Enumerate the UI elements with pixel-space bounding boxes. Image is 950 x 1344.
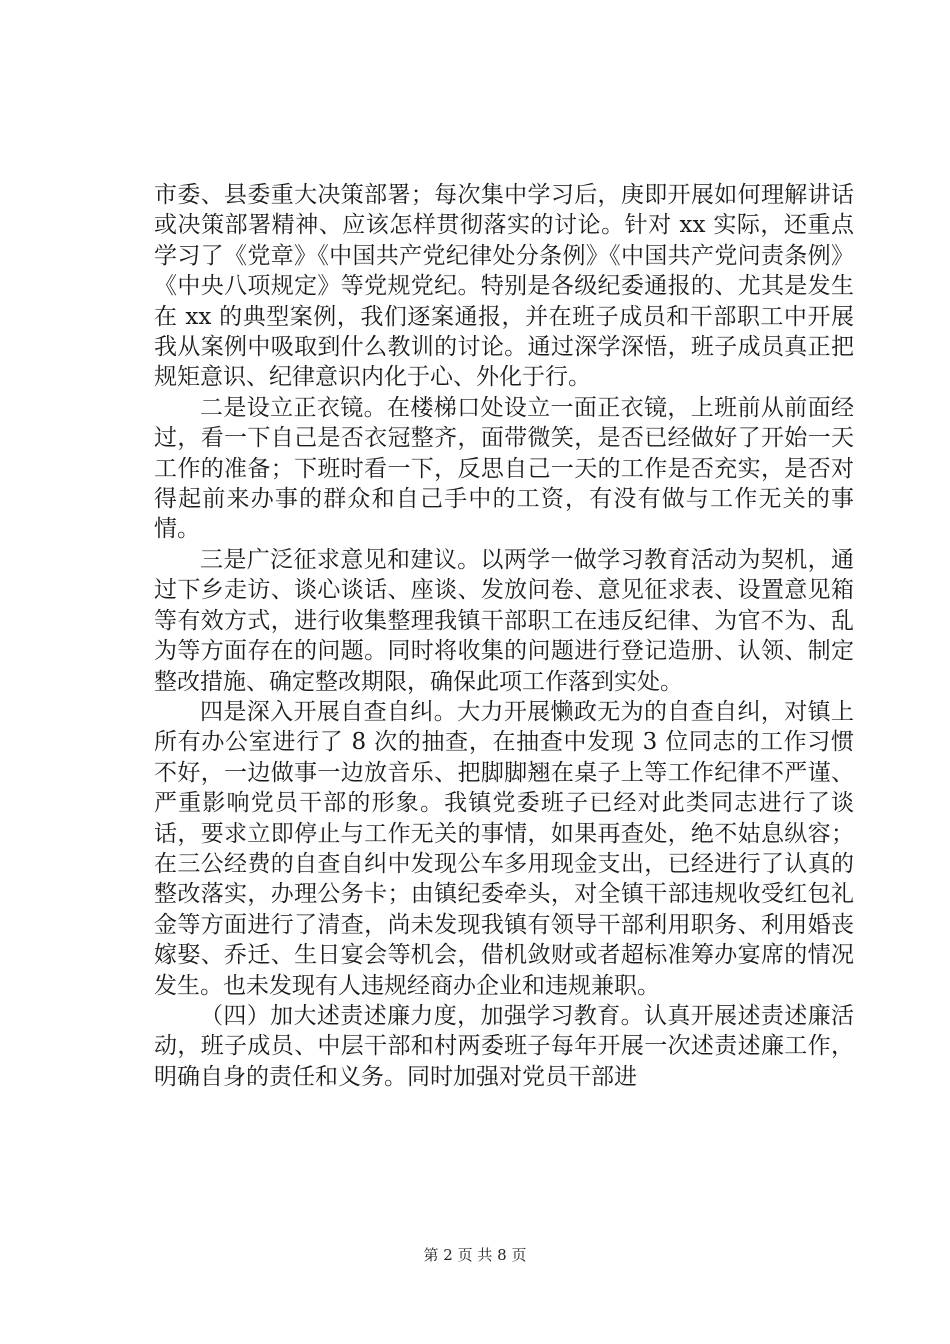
paragraph-1: 市委、县委重大决策部署；每次集中学习后，庚即开展如何理解讲话或决策部署精神、应该怎样贯彻落实的讨论。针对 xx 实际，还重点学习了《党章》《中国共产党纪律处分条例》《中国共产党问责条例》《中央八项规定》等党规党纪。特别是各级纪委通报的、尤其是发生在 xx 的典型案例，我们逐案通报，并在班子成员和干部职工中开展我从案例中吸取到什么教训的讨论。通过深学深悟，班子成员真正把规矩意识、纪律意识内化于心、外化于行。 [154, 182, 854, 391]
page-footer: 第 2 页 共 8 页 [423, 1246, 527, 1264]
paragraph-4: 四是深入开展自查自纠。大力开展懒政无为的自查自纠，对镇上所有办公室进行了 8 次的抽查，在抽查中发现 3 位同志的工作习惯不好，一边做事一边放音乐、把脚脚翘在桌子上等工作纪律不严谨、严重影响党员干部的形象。我镇党委班子已经对此类同志进行了谈话，要求立即停止与工作无关的事情，如果再查处，绝不姑息纵容；在三公经费的自查自纠中发现公车多用现金支出，已经进行了认真的整改落实，办理公务卡；由镇纪委牵头，对全镇干部违规收受红包礼金等方面进行了清查，尚未发现我镇有领导干部利用职务、利用婚丧嫁娶、乔迁、生日宴会等机会，借机敛财或者超标准筹办宴席的情况发生。也未发现有人违规经商办企业和违规兼职。 [154, 698, 854, 999]
body-text [154, 180, 854, 1092]
paragraph-2: 二是设立正衣镜。在楼梯口处设立一面正衣镜，上班前从前面经过，看一下自己是否衣冠整齐，面带微笑，是否已经做好了开始一天工作的准备；下班时看一下，反思自己一天的工作是否充实，是否对得起前来办事的群众和自己手中的工资，有没有做与工作无关的事情。 [154, 394, 854, 543]
paragraph-3: 三是广泛征求意见和建议。以两学一做学习教育活动为契机，通过下乡走访、谈心谈话、座谈、发放问卷、意见征求表、设置意见箱等有效方式，进行收集整理我镇干部职工在违反纪律、为官不为、乱为等方面存在的问题。同时将收集的问题进行登记造册、认领、制定整改措施、确定整改期限，确保此项工作落到实处。 [154, 546, 854, 695]
paragraph-5: （四）加大述责述廉力度，加强学习教育。认真开展述责述廉活动，班子成员、中层干部和村两委班子每年开展一次述责述廉工作，明确自身的责任和义务。同时加强对党员干部进 [154, 1002, 854, 1090]
